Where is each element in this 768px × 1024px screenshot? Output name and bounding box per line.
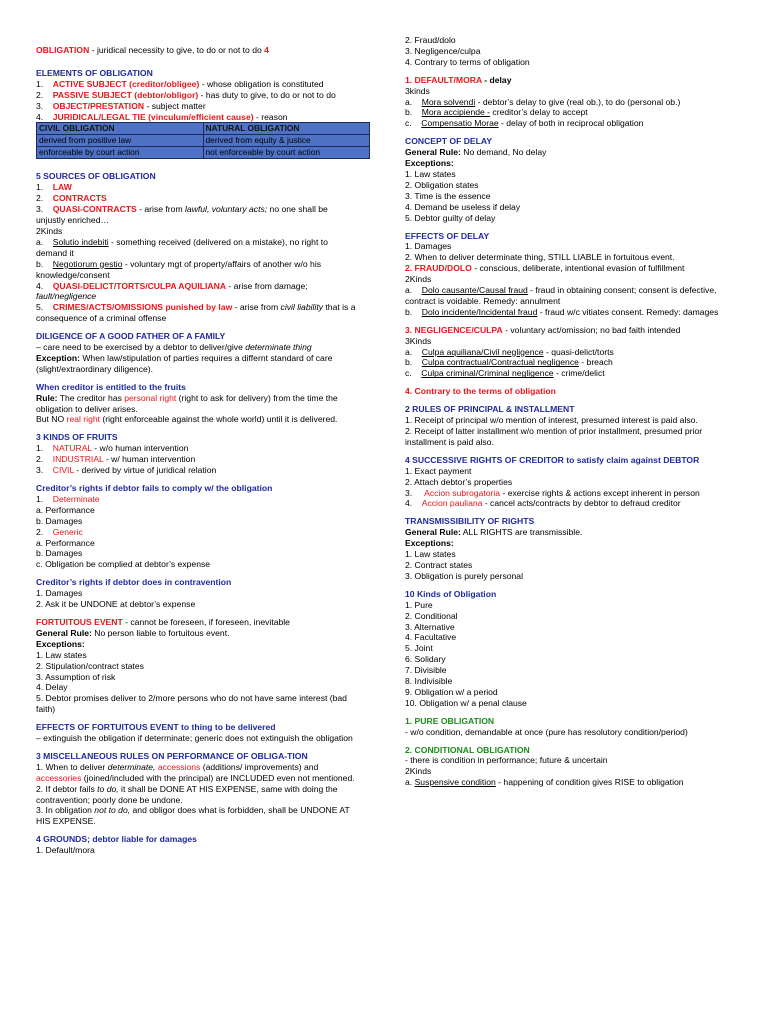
grounds-item: 3. Negligence/culpa: [405, 45, 481, 56]
negligence-kind-item: a. Culpa aquiliana/Civil negligence - quasi-delict/torts: [405, 346, 614, 357]
grounds-item: 1. Default/mora: [36, 845, 95, 856]
diligence-exception: Exception: When law/stipulation of parties requires a differnt standard of care (slight/extraordinary diligence).: [36, 352, 333, 374]
kinds-item: 7. Divisible: [405, 665, 447, 676]
negligence-kind-item: c. Culpa criminal/Criminal negligence - crime/delict: [405, 368, 605, 379]
fraud-kind-item: a. Dolo causante/Causal fraud - fraud in obtaining consent; consent is defective, contract is voidable. Remedy: annulment: [405, 285, 717, 306]
table-cell: derived from positive law: [37, 135, 204, 147]
effects-delay-heading: EFFECTS OF DELAY: [405, 230, 490, 241]
civil-vs-natural-table: [36, 122, 370, 159]
misc-rule-item: 2. If debtor fails to do, it shall be DONE AT HIS EXPENSE, same with doing the contravention; poorly done be undone.: [36, 783, 338, 805]
concept-delay-item: 4. Demand be useless if delay: [405, 201, 521, 212]
table-row: [37, 147, 370, 159]
table-header-cell: CIVIL OBLIGATION: [37, 123, 204, 135]
rights-fail-sub: c. Obligation be complied at debtor’s expense: [36, 559, 211, 570]
default-kinds: 3kinds: [405, 85, 430, 96]
conditional-kind-item: a. Suspensive condition - happening of condition gives RISE to obligation: [405, 777, 684, 788]
default-heading: 1. DEFAULT/MORA - delay: [405, 74, 512, 85]
source-kind-item: a. Solutio indebiti - something received (delivered on a mistake), no right to demand it: [36, 236, 328, 258]
kinds-item: 8. Indivisible: [405, 676, 453, 687]
misc-rules-heading: 3 MISCELLANEOUS RULES ON PERFORMANCE OF OBLIGA-TION: [36, 750, 308, 761]
source-kind-item: b. Negotiorum gestio - voluntary mgt of property/affairs of another w/o his knowledge/consent: [36, 258, 322, 280]
rights-fail-item: 2. Generic: [36, 526, 83, 537]
fruits-entitled-heading: When creditor is entitled to the fruits: [36, 381, 186, 392]
sources-heading: 5 SOURCES OF OBLIGATION: [36, 171, 156, 182]
default-kind-item: b. Mora accipiende - creditor’s delay to accept: [405, 107, 588, 118]
transmissibility-heading: TRANSMISSIBILITY OF RIGHTS: [405, 516, 535, 527]
conditional-obligation-heading: 2. CONDITIONAL OBLIGATION: [405, 744, 530, 755]
rights-contravention-item: 1. Damages: [36, 588, 83, 599]
fortuitous-definition: FORTUITOUS EVENT - cannot be foreseen, if foreseen, inevitable: [36, 616, 290, 627]
rights-fail-sub: b. Damages: [36, 515, 83, 526]
table-header-row: [37, 123, 370, 135]
transmissibility-item: 1. Law states: [405, 549, 456, 560]
rights-contravention-item: 2. Ask it be UNDONE at debtor’s expense: [36, 599, 196, 610]
kinds-item: 2. Conditional: [405, 610, 458, 621]
negligence-kind-item: b. Culpa contractual/Contractual negligence - breach: [405, 357, 613, 368]
fortuitous-exception-item: 1. Law states: [36, 649, 87, 660]
source-item: 4. QUASI-DELICT/TORTS/CULPA AQUILIANA - arise from damage; fault/negligence: [36, 280, 308, 302]
transmissibility-exceptions-label: Exceptions:: [405, 538, 454, 549]
fortuitous-rule: General Rule: No person liable to fortuitous event.: [36, 627, 230, 638]
fruit-item: 3. CIVIL - derived by virtue of juridical relation: [36, 465, 217, 476]
element-item: 1. ACTIVE SUBJECT (creditor/obligee) - whose obligation is constituted: [36, 78, 324, 89]
rights-fail-sub: a. Performance: [36, 504, 95, 515]
table-cell: derived from equity & justice: [203, 135, 370, 147]
fortuitous-exceptions-label: Exceptions:: [36, 638, 85, 649]
fruits-kinds-heading: 3 KINDS OF FRUITS: [36, 432, 118, 443]
fraud-heading: 2. FRAUD/DOLO - conscious, deliberate, intentional evasion of fulfillment: [405, 263, 685, 274]
principal-heading: 2 RULES OF PRINCIPAL & INSTALLMENT: [405, 404, 575, 415]
concept-delay-rule: General Rule: No demand, No delay: [405, 147, 547, 158]
grounds-item: 2. Fraud/dolo: [405, 35, 456, 45]
successive-item: 2. Attach debtor’s properties: [405, 476, 513, 487]
fruit-item: 1. NATURAL - w/o human intervention: [36, 443, 189, 454]
conditional-kinds: 2Kinds: [405, 766, 432, 777]
concept-delay-exceptions-label: Exceptions:: [405, 158, 454, 169]
principal-item: 2. Receipt of latter installment w/o mention of prior installment, presumed prior installment is paid also.: [405, 426, 703, 447]
rights-fail-sub: b. Damages: [36, 548, 83, 559]
source-item: 5. CRIMES/ACTS/OMISSIONS punished by law - arise from civil liability that is a consequence of a criminal offense: [36, 302, 356, 324]
principal-item: 1. Receipt of principal w/o mention of interest, presumed interest is paid also.: [405, 415, 698, 426]
concept-delay-item: 1. Law states: [405, 168, 456, 179]
transmissibility-item: 2. Contract states: [405, 559, 473, 570]
pure-obligation-text: - w/o condition, demandable at once (pure has resolutory condition/period): [405, 726, 688, 737]
table-header-cell: NATURAL OBLIGATION: [203, 123, 370, 135]
element-item: 4. JURIDICAL/LEGAL TIE (vinculum/efficient cause) - reason: [36, 111, 288, 122]
element-item: 3. OBJECT/PRESTATION - subject matter: [36, 100, 206, 111]
fortuitous-exception-item: 4. Delay: [36, 682, 68, 693]
fruits-entitled-rule: Rule: The creditor has personal right (right to ask for delivery) from the time the obligation to deliver arises.: [36, 392, 338, 414]
fortuitous-effects-heading: EFFECTS OF FORTUITOUS EVENT to thing to be delivered: [36, 722, 276, 733]
fortuitous-exception-item: 3. Assumption of risk: [36, 671, 116, 682]
kinds-item: 9. Obligation w/ a period: [405, 686, 498, 697]
default-kind-item: c. Compensatio Morae - delay of both in reciprocal obligation: [405, 118, 644, 129]
successive-item: 3. Accion subrogatoria - exercise rights & actions except inherent in person: [405, 487, 700, 498]
successive-heading: 4 SUCCESSIVE RIGHTS OF CREDITOR to satisfy claim against DEBTOR: [405, 454, 700, 465]
obligation-definition: OBLIGATION - juridical necessity to give, to do or not to do 4: [36, 45, 269, 55]
successive-item: 1. Exact payment: [405, 465, 472, 476]
effects-delay-item: 2. When to deliver determinate thing, STILL LIABLE in fortuitous event.: [405, 252, 675, 263]
table-row: [37, 135, 370, 147]
fraud-kind-item: b. Dolo incidente/Incidental fraud - fraud w/c vitiates consent. Remedy: damages: [405, 306, 719, 317]
concept-delay-item: 3. Time is the essence: [405, 190, 491, 201]
grounds-heading: 4 GROUNDS; debtor liable for damages: [36, 834, 197, 845]
grounds-item: 4. Contrary to terms of obligation: [405, 56, 530, 67]
effects-delay-item: 1. Damages: [405, 241, 452, 252]
rights-fail-heading: Creditor’s rights if debtor fails to comply w/ the obligation: [36, 483, 273, 493]
fortuitous-effects-text: – extinguish the obligation if determinate; generic does not extinguish the obligation: [36, 733, 353, 744]
source-item: 1. LAW: [36, 182, 72, 193]
negligence-kinds: 3Kinds: [405, 335, 432, 346]
transmissibility-rule: General Rule: ALL RIGHTS are transmissible.: [405, 527, 583, 538]
kinds-item: 6. Solidary: [405, 654, 446, 665]
source-item: 3. QUASI-CONTRACTS - arise from lawful, voluntary acts; no one shall be unjustly enriched…: [36, 204, 328, 226]
fruit-item: 2. INDUSTRIAL - w/ human intervention: [36, 454, 196, 465]
negligence-heading: 3. NEGLIGENCE/CULPA - voluntary act/omission; no bad faith intended: [405, 324, 681, 335]
kinds-item: 10. Obligation w/ a penal clause: [405, 697, 527, 708]
fortuitous-exception-item: 2. Stipulation/contract states: [36, 660, 144, 671]
rights-fail-item: 1. Determinate: [36, 493, 100, 504]
fraud-kinds: 2Kinds: [405, 274, 432, 285]
concept-delay-item: 5. Debtor guilty of delay: [405, 212, 496, 223]
kinds-item: 4. Facultative: [405, 632, 457, 643]
table-cell: not enforceable by court action: [203, 147, 370, 159]
kinds-item: 3. Alternative: [405, 621, 455, 632]
contrary-heading: 4. Contrary to the terms of obligation: [405, 386, 556, 397]
kinds-item: 5. Joint: [405, 643, 433, 654]
table-cell: enforceable by court action: [37, 147, 204, 159]
kinds-heading: 10 Kinds of Obligation: [405, 588, 497, 599]
misc-rule-item: 1. When to deliver determinate, accessions (additions/ improvements) and accessories (joined/included with the principal) are INCLUDED even not mentioned.: [36, 761, 355, 783]
fortuitous-exception-item: 5. Debtor promises deliver to 2/more persons who do not have same interest (bad faith): [36, 693, 347, 715]
diligence-heading: DILIGENCE OF A GOOD FATHER OF A FAMILY: [36, 331, 226, 342]
element-item: 2. PASSIVE SUBJECT (debtor/obligor) - has duty to give, to do or not to do: [36, 89, 336, 100]
right-column: [405, 35, 723, 788]
successive-item: 4. Accion pauliana - cancel acts/contracts by debtor to defraud creditor: [405, 498, 681, 509]
concept-delay-item: 2. Obligation states: [405, 179, 479, 190]
transmissibility-item: 3. Obligation is purely personal: [405, 570, 523, 581]
left-column: [36, 45, 358, 856]
default-kind-item: a. Mora solvendi - debtor’s delay to give (real ob.), to do (personal ob.): [405, 96, 681, 107]
source-item: 2. CONTRACTS: [36, 193, 107, 204]
fruits-entitled-note: But NO real right (right enforceable against the whole world) until it is delivered.: [36, 414, 338, 425]
source-kinds: 2Kinds: [36, 225, 63, 236]
concept-delay-heading: CONCEPT OF DELAY: [405, 136, 493, 147]
kinds-item: 1. Pure: [405, 599, 433, 610]
pure-obligation-heading: 1. PURE OBLIGATION: [405, 715, 495, 726]
rights-contravention-heading: Creditor’s rights if debtor does in contravention: [36, 577, 232, 588]
rights-fail-sub: a. Performance: [36, 537, 95, 548]
elements-heading: ELEMENTS OF OBLIGATION: [36, 67, 153, 78]
diligence-text: – care need to be exercised by a debtor to deliver/give determinate thing: [36, 342, 312, 353]
misc-rule-item: 3. In obligation not to do, and obligor does what is forbidden, shall be UNDONE AT HIS EXPENSE.: [36, 805, 350, 827]
conditional-obligation-text: - there is condition in performance; future & uncertain: [405, 755, 608, 766]
